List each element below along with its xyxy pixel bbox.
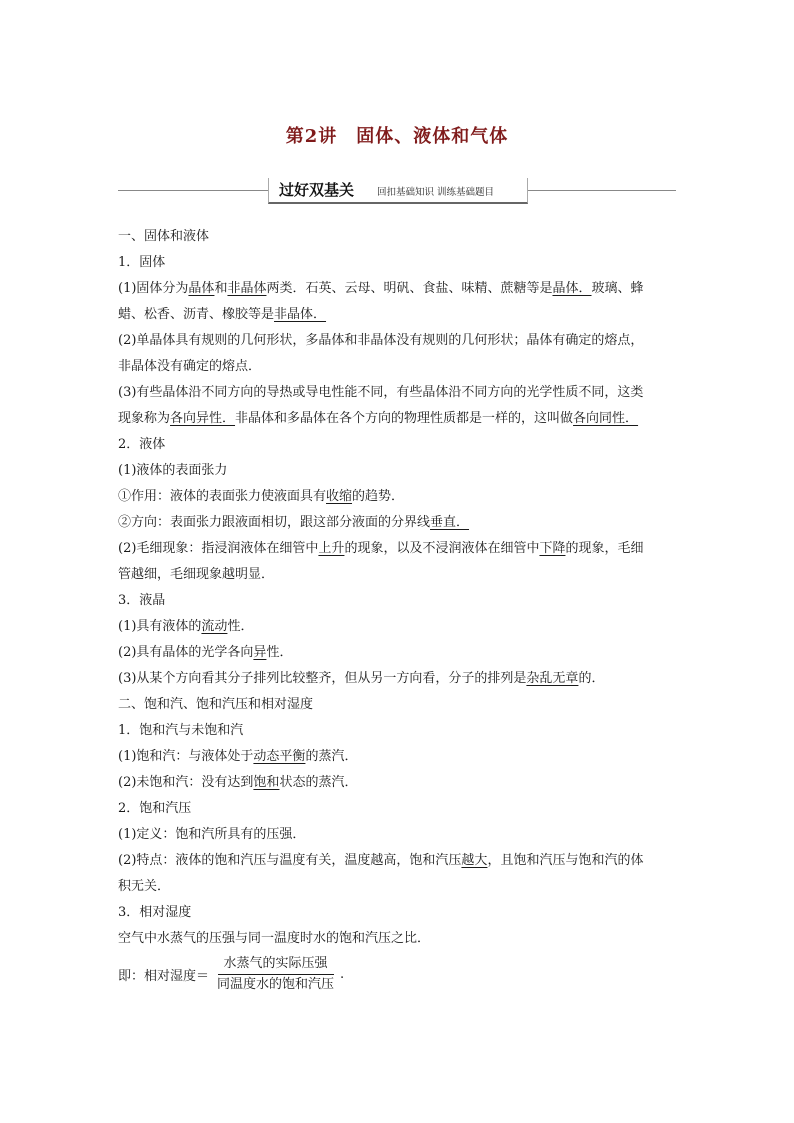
text-line [118, 926, 678, 952]
text-segment: 管越细，毛细现象越明显． [118, 567, 275, 582]
text-segment: 蜡、松香、沥青、橡胶等是 [118, 307, 275, 322]
banner-box [268, 178, 528, 204]
text-segment: 3．相对湿度 [118, 905, 192, 920]
text-line [118, 744, 678, 770]
text-segment: 非晶体没有确定的熔点． [118, 359, 262, 374]
banner-rule-left [118, 190, 268, 191]
text-segment: 性． [227, 619, 254, 634]
section-banner [118, 178, 676, 204]
page-title: 第2讲 固体、液体和气体 [285, 126, 509, 147]
text-segment: (3)从某个方向看其分子排列比较整齐，但从另一方向看，分子的排列是 [118, 671, 527, 686]
text-segment: 二、饱和汽、饱和汽压和相对湿度 [118, 697, 314, 712]
text-line [118, 250, 678, 276]
answer-underlined: 非晶体 [227, 281, 267, 296]
text-segment: 的． [578, 671, 605, 686]
banner-title: 过好双基关 [279, 181, 355, 199]
text-segment: ，且饱和汽压与饱和汽的体 [487, 853, 644, 868]
formula-suffix: . [340, 966, 345, 982]
text-segment: (2)具有晶体的光学各向 [118, 645, 254, 660]
formula [118, 954, 678, 994]
text-segment: 状态的蒸汽． [279, 775, 358, 790]
text-segment: 两类．石英、云母、明矾、食盐、味精、蔗糖等是 [266, 281, 553, 296]
formula-denominator: 同温度水的饱和汽压 [217, 976, 335, 992]
banner-subtitle: 回扣基础知识 训练基础题目 [377, 187, 495, 198]
text-line [118, 614, 678, 640]
text-segment: 非晶体和多晶体在各个方向的物理性质都是一样的，这叫做 [235, 411, 574, 426]
text-segment: (1)饱和汽：与液体处于 [118, 749, 254, 764]
text-segment: (3)有些晶体沿不同方向的导热或导电性能不同，有些晶体沿不同方向的光学性质不同，这类 [118, 385, 644, 400]
text-line [118, 900, 678, 926]
answer-underlined: 垂直． [430, 515, 470, 530]
answer-underlined: 动态平衡 [253, 749, 306, 764]
answer-underlined: 流动 [201, 619, 228, 634]
answer-underlined: 饱和 [253, 775, 280, 790]
text-line [118, 224, 678, 250]
text-segment: 现象称为 [118, 411, 171, 426]
text-line [118, 536, 678, 562]
text-segment: 和 [214, 281, 228, 296]
body-text [118, 224, 678, 994]
text-segment: ②方向：表面张力跟液面相切，跟这部分液面的分界线 [118, 515, 431, 530]
text-lines [118, 224, 678, 952]
formula-numerator: 水蒸气的实际压强 [218, 955, 334, 975]
answer-underlined: 越大 [461, 853, 488, 868]
text-segment: 2．液体 [118, 437, 166, 452]
text-segment: (1)定义：饱和汽所具有的压强． [118, 827, 306, 842]
text-line [118, 770, 678, 796]
text-segment: 的现象，毛细 [565, 541, 644, 556]
text-line [118, 666, 678, 692]
text-segment: (1)液体的表面张力 [118, 463, 228, 478]
answer-underlined: 下降 [539, 541, 566, 556]
text-segment: 2．饱和汽压 [118, 801, 192, 816]
text-segment: 的现象，以及不浸润液体在细管中 [344, 541, 540, 556]
text-line [118, 510, 678, 536]
text-segment: 的趋势． [352, 489, 405, 504]
text-segment: (1)固体分为 [118, 281, 189, 296]
text-segment: 的蒸汽． [305, 749, 358, 764]
text-segment: (2)毛细现象：指浸润液体在细管中 [118, 541, 319, 556]
banner-rule-right [528, 190, 676, 191]
text-segment: 1．固体 [118, 255, 166, 270]
text-line [118, 588, 678, 614]
answer-underlined: 各向异性． [170, 411, 236, 426]
answer-underlined: 晶体． [552, 281, 592, 296]
text-line [118, 328, 678, 354]
text-segment: (2)特点：液体的饱和汽压与温度有关，温度越高，饱和汽压 [118, 853, 462, 868]
text-segment: (2)未饱和汽：没有达到 [118, 775, 254, 790]
text-segment: 积无关． [118, 879, 171, 894]
text-line [118, 718, 678, 744]
text-line [118, 406, 678, 432]
answer-underlined: 异 [253, 645, 267, 660]
answer-underlined: 杂乱无章 [526, 671, 579, 686]
formula-fraction [211, 955, 340, 994]
text-segment: 性． [266, 645, 293, 660]
text-line [118, 562, 678, 588]
text-segment: 空气中水蒸气的压强与同一温度时水的饱和汽压之比． [118, 931, 431, 946]
text-line [118, 692, 678, 718]
text-segment: (2)单晶体具有规则的几何形状，多晶体和非晶体没有规则的几何形状；晶体有确定的熔点， [118, 333, 644, 348]
text-segment: 3．液晶 [118, 593, 166, 608]
text-line [118, 458, 678, 484]
text-line [118, 276, 678, 302]
text-line [118, 822, 678, 848]
text-segment: 玻璃、蜂 [591, 281, 644, 296]
answer-underlined: 晶体 [188, 281, 215, 296]
text-line [118, 640, 678, 666]
text-line [118, 484, 678, 510]
answer-underlined: 收缩 [326, 489, 353, 504]
text-line [118, 796, 678, 822]
text-segment: 1．饱和汽与未饱和汽 [118, 723, 244, 738]
text-line [118, 302, 678, 328]
text-segment: 一、固体和液体 [118, 229, 210, 244]
text-segment: ①作用：液体的表面张力使液面具有 [118, 489, 327, 504]
answer-underlined: 各向同性． [573, 411, 639, 426]
answer-underlined: 非晶体． [274, 307, 327, 322]
answer-underlined: 上升 [318, 541, 345, 556]
formula-prefix: 即：相对湿度＝ [118, 968, 210, 984]
text-segment: (1)具有液体的 [118, 619, 202, 634]
text-line [118, 380, 678, 406]
text-line [118, 874, 678, 900]
text-line [118, 354, 678, 380]
text-line [118, 848, 678, 874]
text-line [118, 432, 678, 458]
